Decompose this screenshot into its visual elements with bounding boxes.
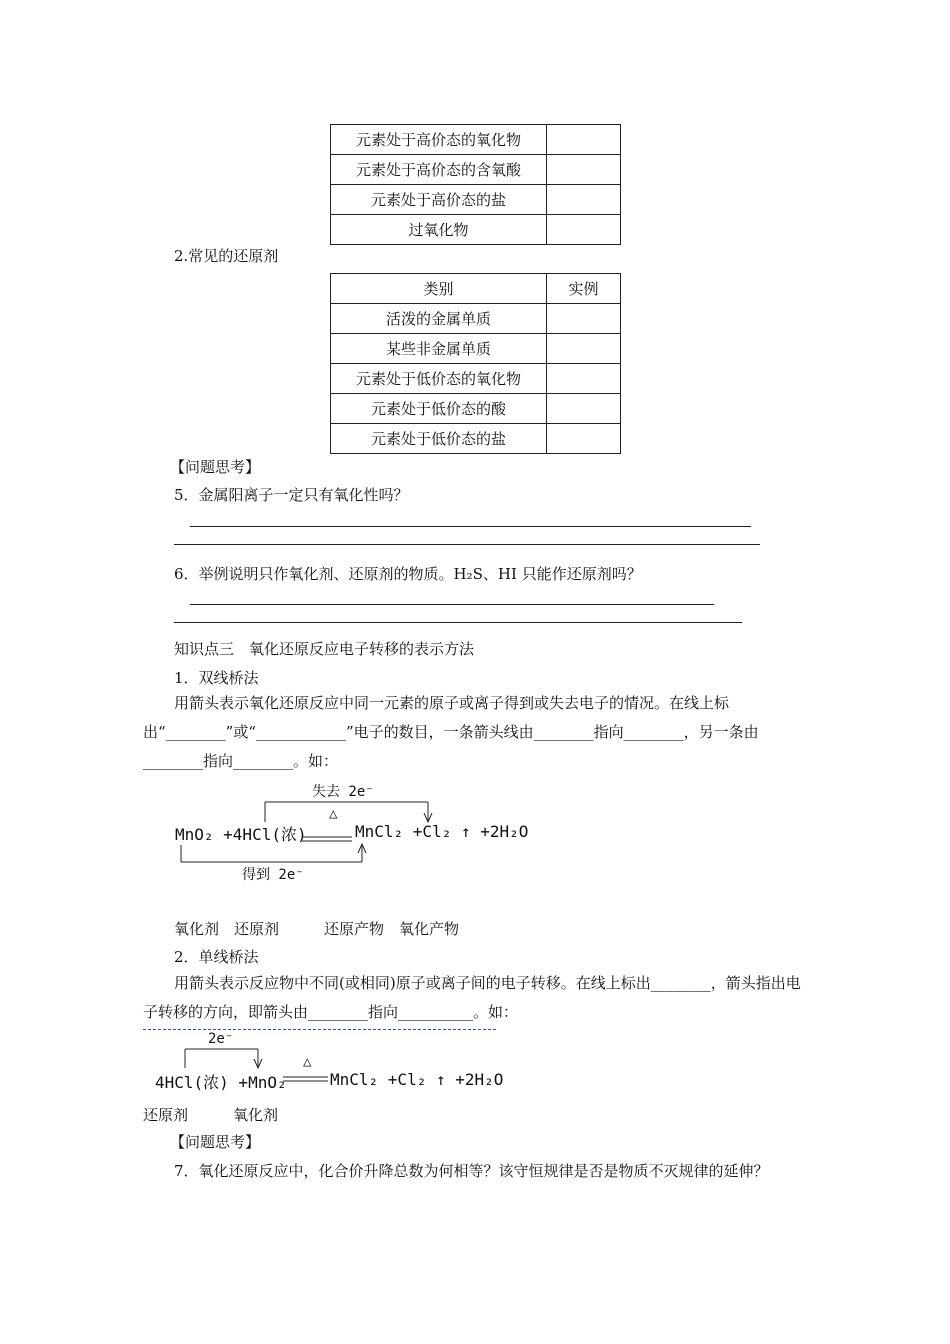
- table-cell: 元素处于高价态的含氧酸: [331, 155, 547, 185]
- equation-left: MnO₂ +4HCl(浓): [175, 825, 307, 844]
- table-cell: 过氧化物: [331, 215, 547, 245]
- question-7: 7．氧化还原反应中，化合价升降总数为何相等？该守恒规律是否是物质不灭规律的延伸？: [174, 1162, 769, 1180]
- section-heading-think: 【问题思考】: [170, 458, 261, 476]
- paragraph-single-bridge: 用箭头表示反应物中不同(或相同)原子或离子间的电子转移。在线上标出________，箭头指出电子转移的方向，即箭头由________指向__________。如：: [143, 974, 801, 1021]
- roles-labels-2: 还原剂 氧化剂: [143, 1106, 279, 1124]
- question-6: 6．举例说明只作氧化剂、还原剂的物质。H₂S、HI 只能作还原剂吗？: [174, 565, 642, 583]
- table-header: 类别: [331, 274, 547, 304]
- subsection-single-bridge: 2．单线桥法: [174, 948, 259, 966]
- section-title-reductants: 2.常见的还原剂: [174, 247, 279, 265]
- roles-labels-1: 氧化剂 还原剂 还原产物 氧化产物: [174, 920, 460, 938]
- table-cell: 活泼的金属单质: [331, 304, 547, 334]
- table-cell: 元素处于低价态的盐: [331, 424, 547, 454]
- equation-right: MnCl₂ +Cl₂ ↑ +2H₂O: [330, 1070, 504, 1089]
- section-heading-think: 【问题思考】: [170, 1133, 261, 1151]
- equation-left: 4HCl(浓) +MnO₂: [155, 1073, 287, 1092]
- paragraph-double-bridge: 用箭头表示氧化还原反应中同一元素的原子或离子得到或失去电子的情况。在线上标出“________”或“____________”电子的数目，一条箭头线由________指向________，另一条由________指向________。如：: [143, 694, 759, 770]
- lose-electrons-label: 失去 2e⁻: [312, 784, 374, 800]
- table-header: 实例: [547, 274, 621, 304]
- heat-symbol: △: [329, 806, 338, 822]
- section-title-knowledge3: 知识点三 氧化还原反应电子转移的表示方法: [174, 640, 475, 658]
- table-cell: 某些非金属单质: [331, 334, 547, 364]
- table-cell: 元素处于低价态的氧化物: [331, 364, 547, 394]
- electron-transfer-label: 2e⁻: [208, 1031, 234, 1047]
- table-cell: 元素处于高价态的氧化物: [331, 125, 547, 155]
- subsection-double-bridge: 1．双线桥法: [174, 669, 259, 687]
- gain-electrons-label: 得到 2e⁻: [242, 867, 304, 883]
- question-5: 5．金属阳离子一定只有氧化性吗？: [174, 486, 409, 504]
- equation-right: MnCl₂ +Cl₂ ↑ +2H₂O: [355, 822, 529, 841]
- heat-symbol: △: [303, 1054, 312, 1070]
- table-cell: 元素处于高价态的盐: [331, 185, 547, 215]
- table-cell: 元素处于低价态的酸: [331, 394, 547, 424]
